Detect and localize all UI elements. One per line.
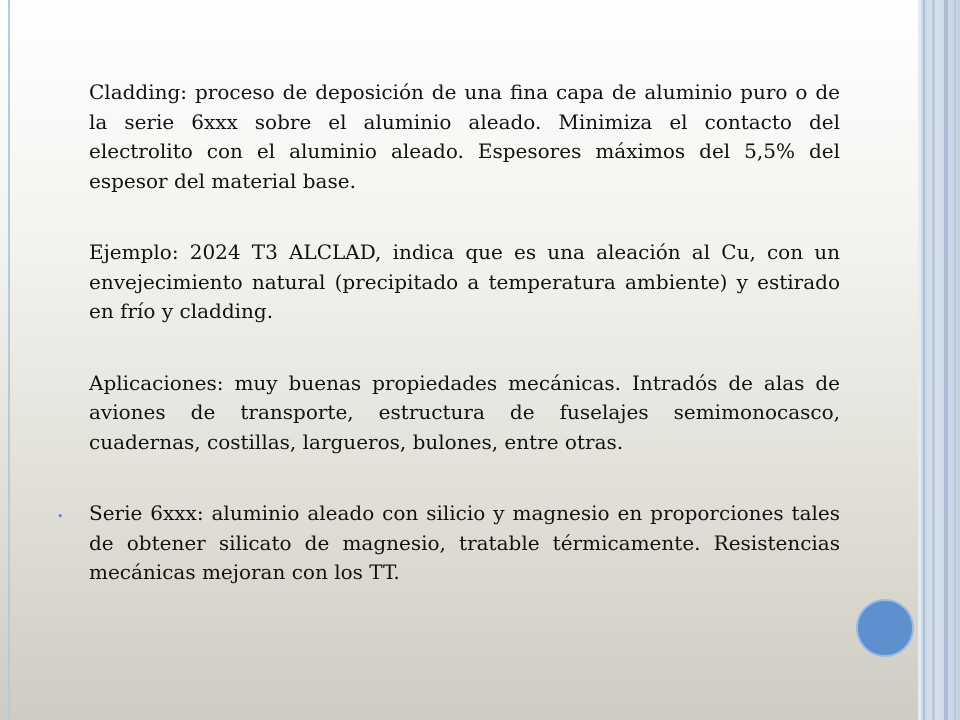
paragraph-ejemplo (55, 238, 840, 327)
edge-stripe (923, 0, 925, 720)
edge-stripe (932, 0, 935, 720)
paragraph-text: Serie 6xxx: aluminio aleado con silicio y magnesio en proporciones tales de obtener silicato de magnesio, tratable térmicamente. Resistencias mecánicas mejoran con los TT. (89, 501, 840, 584)
bullet-serie-6xxx (55, 499, 840, 588)
edge-stripe (918, 0, 921, 720)
paragraph-text: Cladding: proceso de deposición de una fina capa de aluminio puro o de la serie 6xxx sobre el aluminio aleado. Minimiza el contacto del electrolito con el aluminio aleado. Espesores máximos del 5,5% del espesor del material base. (89, 80, 840, 193)
right-decorative-edge (918, 0, 960, 720)
paragraph-cladding (55, 78, 840, 196)
bullet-dot-icon: • (57, 510, 64, 523)
slide-body (55, 78, 840, 630)
paragraph-aplicaciones (55, 369, 840, 458)
edge-stripe (954, 0, 956, 720)
paragraph-text: Aplicaciones: muy buenas propiedades mecánicas. Intradós de alas de aviones de transporte, estructura de fuselajes semimonocasco, cuadernas, costillas, largueros, bulones, entre otras. (89, 370, 840, 454)
edge-stripe (944, 0, 948, 720)
decorative-circle-icon (856, 599, 914, 657)
left-border-rule (8, 0, 10, 720)
paragraph-text: Ejemplo: 2024 T3 ALCLAD, indica que es una aleación al Cu, con un envejecimiento natural (precipitado a temperatura ambiente) y estirado en frío y cladding. (89, 240, 840, 323)
